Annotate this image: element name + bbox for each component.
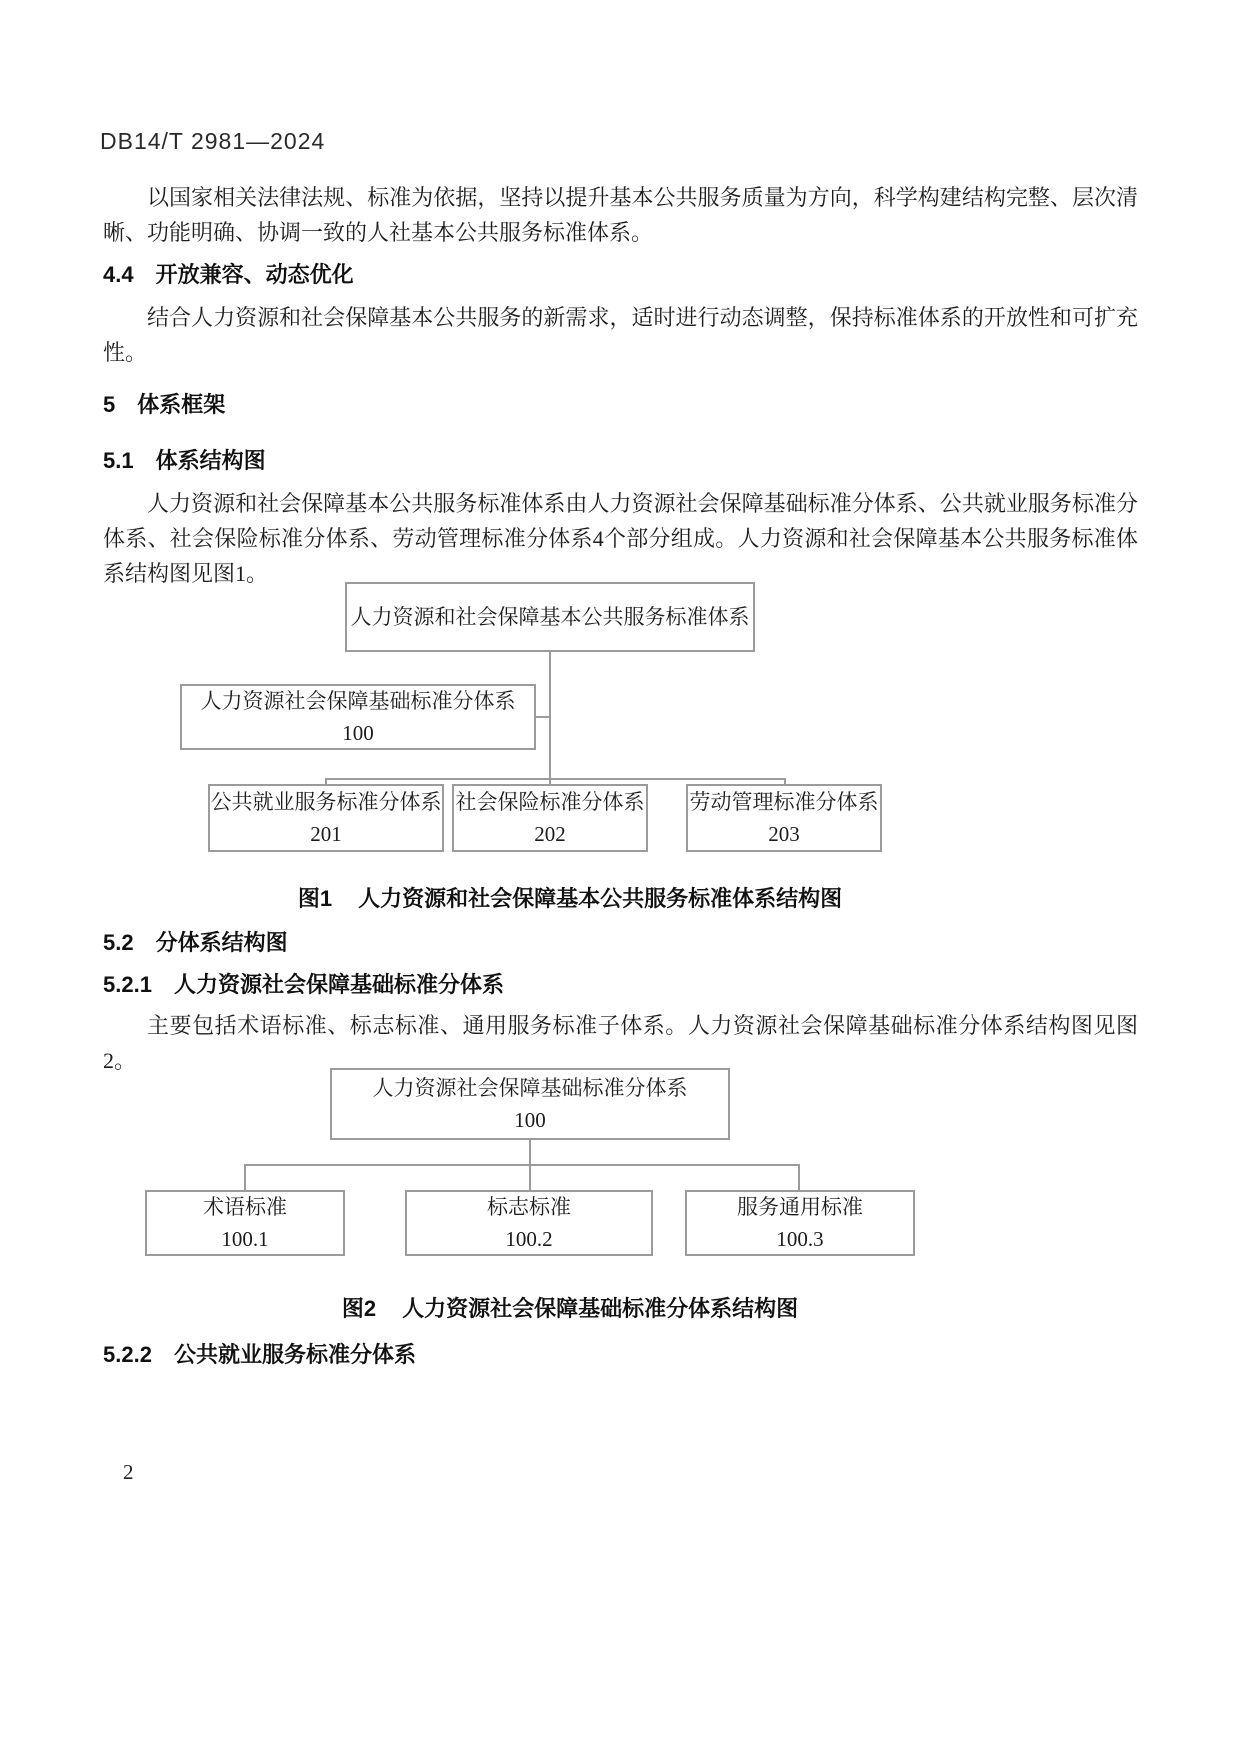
connector-line-vertical: [798, 1164, 800, 1190]
heading-title: 体系结构图: [155, 448, 266, 473]
heading-5-2-1: [103, 968, 504, 999]
org-box-branch: [180, 684, 536, 750]
org-box-label: 人力资源社会保障基础标准分体系: [200, 689, 516, 713]
org-box-code: 100.2: [505, 1227, 553, 1251]
org-box-label: 人力资源和社会保障基本公共服务标准体系: [350, 605, 750, 629]
heading-5: [103, 388, 225, 419]
org-box-child: [405, 1190, 653, 1256]
heading-title: 人力资源社会保障基础标准分体系: [173, 972, 504, 997]
org-box-code: 100.1: [221, 1227, 269, 1251]
heading-number: 5.2: [103, 930, 134, 955]
org-box-code: 203: [768, 822, 800, 846]
connector-line-vertical: [244, 1164, 246, 1190]
figure1-caption: [0, 882, 1140, 913]
figure-caption-text: 人力资源和社会保障基本公共服务标准体系结构图: [358, 886, 843, 911]
org-box-label: 社会保险标准分体系: [455, 790, 645, 814]
heading-title: 体系框架: [137, 392, 226, 417]
heading-5-2-2: [103, 1338, 416, 1369]
org-box-root: [330, 1068, 730, 1140]
org-box-child: [208, 784, 444, 852]
org-box-label: 服务通用标准: [737, 1195, 863, 1219]
connector-line-horizontal: [244, 1164, 800, 1166]
heading-number: 5.2.1: [103, 972, 152, 997]
body-paragraph: 以国家相关法律法规、标准为依据，坚持以提升基本公共服务质量为方向，科学构建结构完整、层次清晰、功能明确、协调一致的人社基本公共服务标准体系。: [103, 185, 1138, 245]
org-box-child: [686, 784, 882, 852]
heading-number: 5.1: [103, 448, 134, 473]
heading-number: 4.4: [103, 262, 134, 287]
figure-caption-number: 图1: [297, 886, 333, 911]
connector-line-horizontal: [536, 716, 549, 718]
heading-number: 5: [103, 392, 116, 417]
heading-5-2: [103, 926, 288, 957]
org-box-label: 术语标准: [203, 1195, 287, 1219]
page-number: 2: [123, 1460, 134, 1484]
org-box-code: 100: [342, 721, 374, 745]
heading-title: 分体系结构图: [155, 930, 288, 955]
connector-line-horizontal: [326, 778, 785, 780]
document-code: DB14/T 2981—2024: [100, 128, 326, 154]
org-box-label: 人力资源社会保障基础标准分体系: [372, 1076, 688, 1100]
heading-number: 5.2.2: [103, 1342, 152, 1367]
org-box-child: [145, 1190, 345, 1256]
org-box-label: 劳动管理标准分体系: [689, 790, 879, 814]
body-paragraph: 结合人力资源和社会保障基本公共服务的新需求，适时进行动态调整，保持标准体系的开放性和可扩充性。: [103, 305, 1138, 365]
figure2-caption: [0, 1292, 1140, 1323]
org-box-code: 100.3: [776, 1227, 824, 1251]
heading-title: 开放兼容、动态优化: [155, 262, 354, 287]
org-box-code: 100: [514, 1108, 546, 1132]
org-box-code: 202: [534, 822, 566, 846]
body-paragraph: 人力资源和社会保障基本公共服务标准体系由人力资源社会保障基础标准分体系、公共就业服务标准分体系、社会保险标准分体系、劳动管理标准分体系4个部分组成。人力资源和社会保障基本公共服务标准体系结构图见图1。: [103, 491, 1138, 586]
org-box-child: [452, 784, 648, 852]
heading-4-4: [103, 258, 354, 289]
connector-line-vertical: [549, 652, 551, 784]
figure-caption-text: 人力资源社会保障基础标准分体系结构图: [402, 1296, 799, 1321]
org-box-label: 标志标准: [487, 1195, 571, 1219]
org-box-child: [685, 1190, 915, 1256]
heading-5-1: [103, 444, 266, 475]
body-paragraph: 主要包括术语标准、标志标准、通用服务标准子体系。人力资源社会保障基础标准分体系结构图见图2。: [103, 1013, 1138, 1073]
heading-title: 公共就业服务标准分体系: [173, 1342, 416, 1367]
figure-caption-number: 图2: [341, 1296, 377, 1321]
org-box-label: 公共就业服务标准分体系: [210, 790, 442, 814]
org-box-code: 201: [310, 822, 342, 846]
org-box-root: [345, 582, 755, 652]
